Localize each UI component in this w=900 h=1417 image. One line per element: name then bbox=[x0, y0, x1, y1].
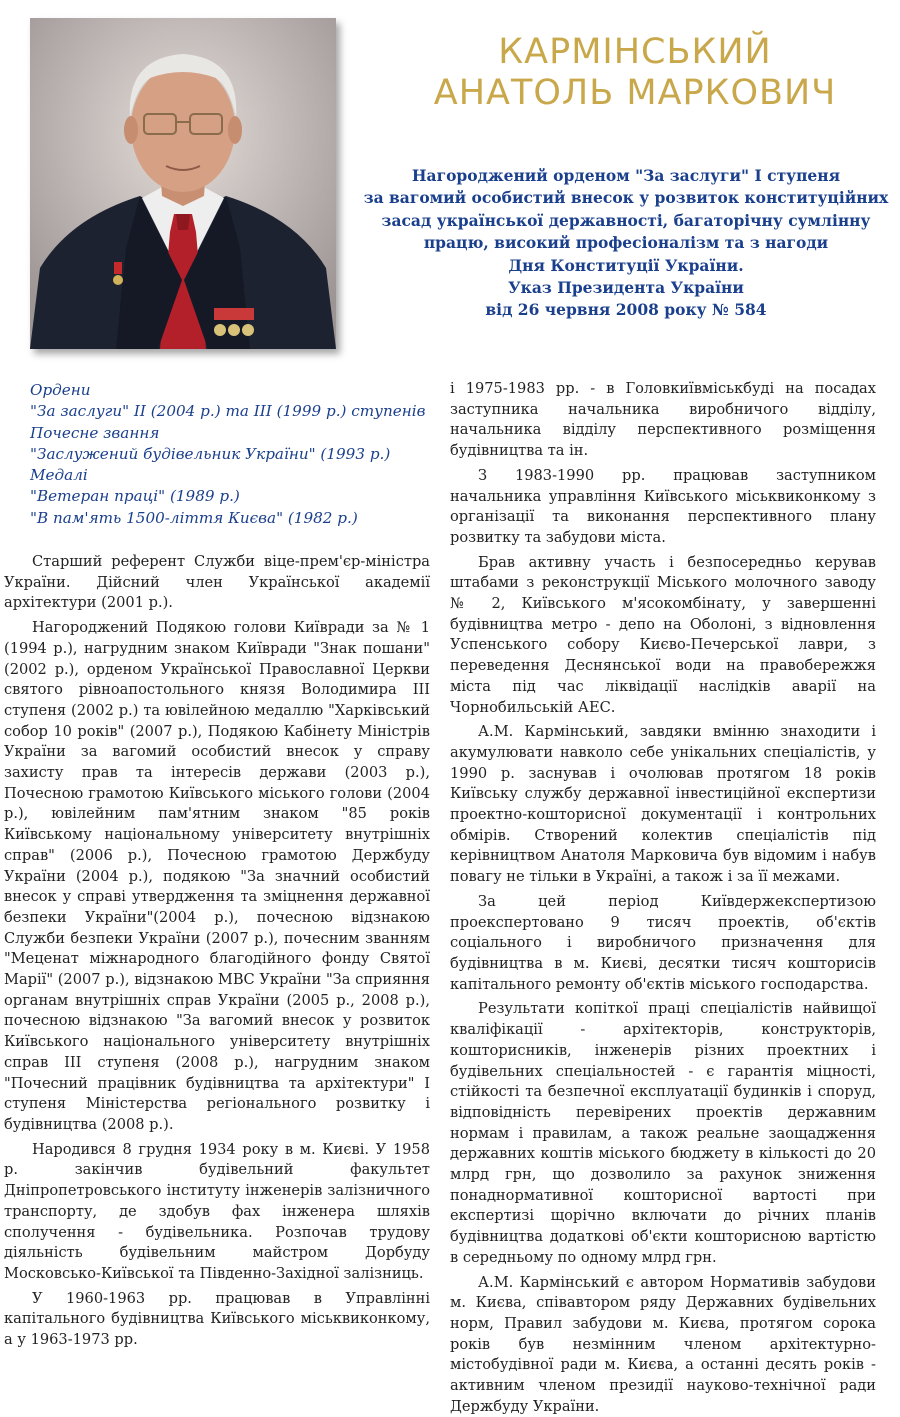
honors-list bbox=[30, 380, 430, 529]
award-line: працю, високий професіоналізм та з нагоди bbox=[423, 233, 829, 253]
award-statement bbox=[362, 165, 890, 322]
honors-item: "В пам'ять 1500-ліття Києва" (1982 р.) bbox=[30, 508, 358, 527]
honors-heading-title: Почесне звання bbox=[30, 423, 160, 442]
award-line: Дня Конституції України. bbox=[508, 255, 744, 275]
biography-paragraph: і 1975-1983 рр. - в Головкиївміськбуді на посадах заступника начальника виробничого відділу, начальника відділу перспективного розміщення будівництва та ін. bbox=[450, 380, 876, 460]
honors-heading-medals: Медалі bbox=[30, 466, 88, 485]
biography-paragraph: Результати копіткої праці спеціалістів найвищої кваліфікації - архітекторів, конструкторів, кошторисників, інженерів різних проектних і будівельних спеціальностей - є гарантія міцності, стійкості та безпечної експлуатації будинків і споруд, відповідність перевірених проектів державним нормам і правилам, а також реальне заощадження державних коштів міського бюджету в кількості до 20 млрд грн, що дозволило за рахунок зниження понаднормативної кошторисної вартості при експертизі щорічно включати до річних планів будівництва додаткові об'єкти кошторисною вартістю в середньому по одному млрд грн. bbox=[450, 1000, 876, 1266]
award-line: Нагороджений орденом "За заслуги" I ступеня bbox=[411, 166, 841, 185]
award-line: Указ Президента України bbox=[508, 278, 744, 298]
biography-paragraph: А.М. Кармінський, завдяки вмінню знаходити і акумулювати навколо себе унікальних спеціалістів, у 1990 р. заснував і очолював протягом 18 років Київську службу державної інвестиційної експертизи проектно-кошторисної документації і контрольних обмірів. Створений колектив спеціалістів під керівництвом Анатоля Марковича був відомим і набув повагу не тільки в Україні, а також і за її межами. bbox=[450, 723, 876, 886]
award-line: від 26 червня 2008 року № 584 bbox=[485, 300, 767, 320]
name-line-surname: КАРМІНСЬКИЙ bbox=[498, 32, 772, 72]
name-line-given: АНАТОЛЬ МАРКОВИЧ bbox=[433, 73, 837, 113]
portrait-photo bbox=[30, 18, 336, 349]
biography-column-left bbox=[4, 552, 430, 1351]
biography-paragraph: У 1960-1963 рр. працював в Управлінні капітального будівництва Київського міськвиконкому, а у 1963-1973 рр. bbox=[4, 1289, 430, 1349]
biography-paragraph: А.М. Кармінський є автором Нормативів забудови м. Києва, співавтором ряду Державних будівельних норм, Правил забудови м. Києва, протягом сорока років був незмінним членом архітектурно-містобудівної ради м. Києва, а останні десять років - активним членом президії науково-технічної ради Держбуду України. bbox=[450, 1273, 876, 1415]
biography-paragraph: З 1983-1990 рр. працював заступником начальника управління Київського міськвиконкому з організації та виконання перспективного плану розвитку та забудови міста. bbox=[450, 466, 876, 546]
portrait-illustration bbox=[30, 18, 336, 349]
person-name bbox=[370, 32, 900, 114]
biography-paragraph: Нагороджений Подякою голови Київради за № 1 (1994 р.), нагрудним знаком Київради "Знак пошани" (2002 р.), орденом Української Православної Церкви святого рівноапостольного князя Володимира III ступеня (2002 р.) та ювілейною медаллю "Харківський собор 10 років" (2007 р.), Подякою Кабінету Міністрів України за вагомий особистий внесок у справу захисту прав та інтересів держави (2003 р.), Почесною грамотою Київського міського голови (2004 р.), ювілейним пам'ятним знаком "85 років Київському національному університету внутрішніх справ" (2006 р.), Почесною грамотою Держбуду України (2004 р.), подякою "За значний особистий внесок у справі утвердження та зміцнення державної безпеки України"(2004 р.), почесною відзнакою Служби безпеки України (2007 р.), почесним званням "Меценат міжнародного благодійного фонду Святої Марії" (2007 р.), відзнакою МВС України "За сприяння органам внутрішніх справ України (2005 р., 2008 р.), почесною відзнакою "За вагомий внесок у розвиток Київського національного університету внутрішніх справ III ступеня (2008 р.), нагрудним знаком "Почесний працівник будівництва та архітектури" I ступеня Міністерства регіонального розвитку і будівництва (2008 р.). bbox=[4, 619, 430, 1133]
honors-item: "Заслужений будівельник України" (1993 р.) bbox=[30, 444, 391, 463]
biography-column-right bbox=[450, 379, 876, 1417]
award-line: за вагомий особистий внесок у розвиток конституційних bbox=[363, 188, 889, 208]
honors-item: "Ветеран праці" (1989 р.) bbox=[30, 487, 240, 506]
honors-heading-orders: Ордени bbox=[30, 381, 91, 399]
biography-paragraph: Брав активну участь і безпосередньо керував штабами з реконструкції Міського молочного заводу № 2, Київського м'ясокомбінату, у завершенні будівництва метро - депо на Оболоні, з відновлення Успенського собору Києво-Печерської лаври, з переведення Деснянської води на правобережжя міста під час ліквідації наслідків аварії на Чорнобильській АЕС. bbox=[450, 553, 876, 716]
biography-paragraph: Народився 8 грудня 1934 року в м. Києві. У 1958 р. закінчив будівельний факультет Дніпропетровського інституту інженерів залізничного транспорту, де здобув фах інженера шляхів сполучення - будівельника. Розпочав трудову діяльність будівельним майстром Дорбуду Московсько-Київської та Південно-Західної залізниць. bbox=[4, 1140, 430, 1282]
biography-paragraph: Старший референт Служби віце-прем'єр-міністра України. Дійсний член Української академії архітектури (2001 р.). bbox=[4, 553, 430, 612]
biography-paragraph: За цей період Київдержекспертизою проекспертовано 9 тисяч проектів, об'єктів соціального і виробничого призначення для будівництва в м. Києві, десятки тисяч кошторисів капітального ремонту об'єктів міського господарства. bbox=[450, 892, 876, 993]
award-line: засад української державності, багаторічну сумлінну bbox=[381, 210, 871, 230]
honors-item: "За заслуги" II (2004 р.) та III (1999 р.) ступенів bbox=[30, 402, 426, 421]
